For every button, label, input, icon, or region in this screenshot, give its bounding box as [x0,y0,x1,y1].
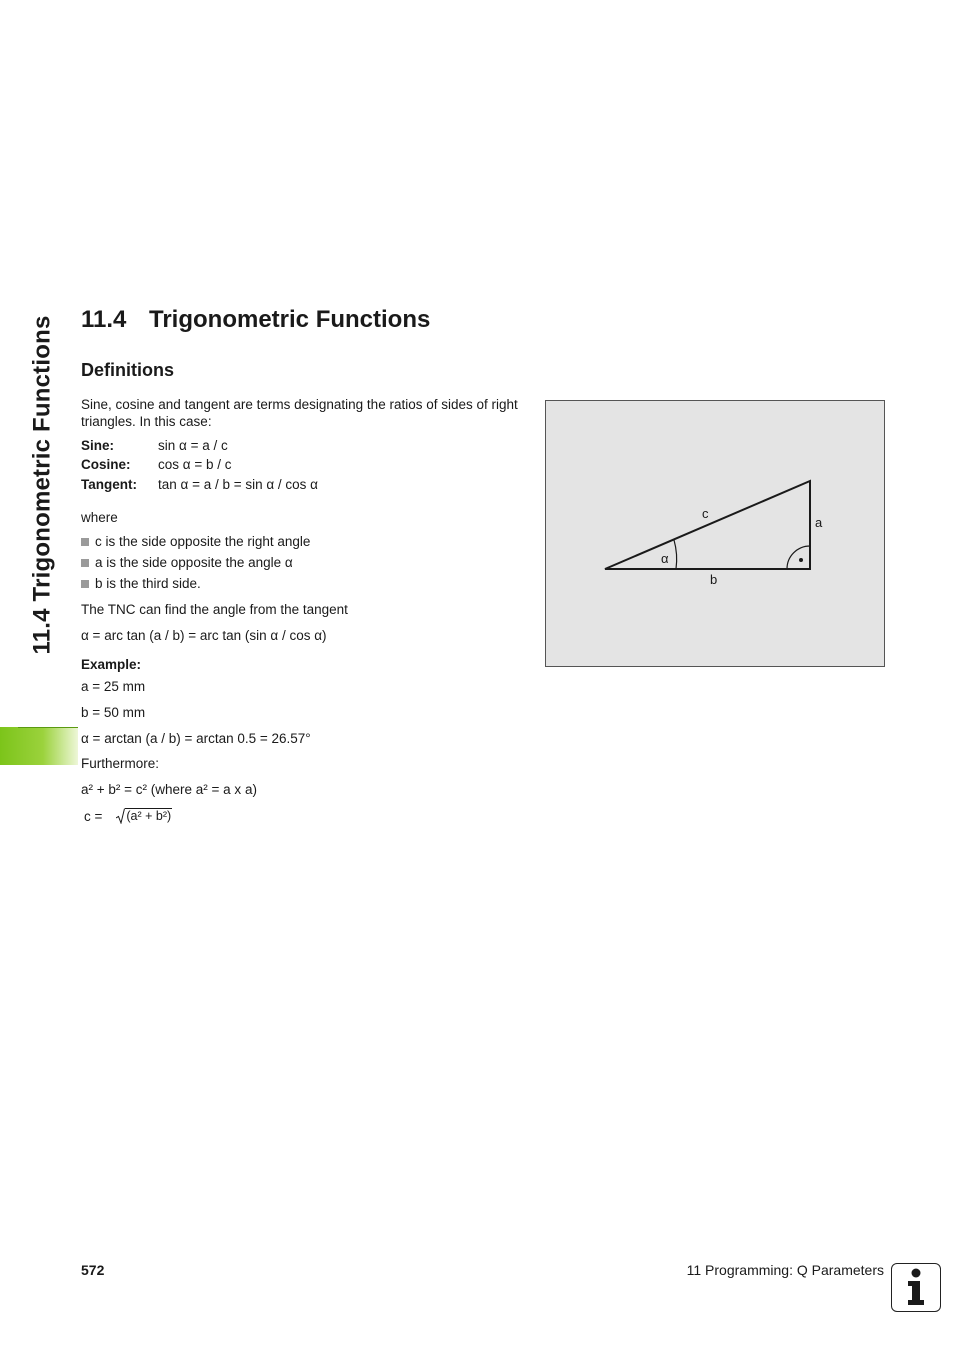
example-label: Example: [81,657,142,672]
triangle-diagram [546,401,886,668]
radical [116,808,172,824]
sqrt-radicand: (a² + b²) [126,809,172,823]
angle-alpha-arc [674,540,677,569]
bullet-square-icon [81,538,89,546]
label-a: a [815,515,823,530]
label-c: c [702,506,709,521]
def-formula-tangent: tan α = a / b = sin α / cos α [158,477,318,492]
sqrt-sign-icon [116,808,125,824]
chapter-tab-marker [0,727,78,765]
subheading-definitions: Definitions [81,360,174,380]
def-label-cosine: Cosine: [81,457,131,472]
side-chapter-title [24,310,60,660]
example-b: b = 50 mm [81,705,146,720]
chapter-tab-line [18,727,78,728]
side-chapter-title-text: 11.4 Trigonometric Functions [28,315,55,655]
right-angle-arc [787,546,810,569]
list-item [81,555,293,570]
label-alpha: α [661,551,669,566]
def-formula-cosine: cos α = b / c [158,457,232,472]
pythagoras-formula: a² + b² = c² (where a² = a x a) [81,782,257,797]
bullet-text: c is the side opposite the right angle [95,534,311,549]
bullet-text: a is the side opposite the angle α [95,555,293,570]
bullet-square-icon [81,580,89,588]
example-alpha: α = arctan (a / b) = arctan 0.5 = 26.57° [81,731,311,746]
bullet-square-icon [81,559,89,567]
page-number: 572 [81,1262,105,1278]
right-triangle [605,481,810,569]
section-title: Trigonometric Functions [149,306,431,333]
example-a: a = 25 mm [81,679,146,694]
def-label-sine: Sine: [81,438,115,453]
tangent-intro-text: The TNC can find the angle from the tangent [81,602,348,617]
sqrt-formula [84,808,172,824]
list-item [81,576,201,591]
where-text: where [81,510,118,525]
intro-paragraph: Sine, cosine and tangent are terms designating the ratios of sides of right triangles. In this case: [81,397,518,429]
info-icon [891,1263,941,1312]
def-formula-sine: sin α = a / c [158,438,228,453]
section-number: 11.4 [81,306,127,333]
chapter-footer: 11 Programming: Q Parameters [686,1262,884,1278]
arc-tangent-formula: α = arc tan (a / b) = arc tan (sin α / cos α) [81,628,327,643]
def-label-tangent: Tangent: [81,477,137,492]
sqrt-lhs: c = [84,808,103,824]
furthermore-text: Furthermore: [81,756,160,771]
bullet-text: b is the third side. [95,576,201,591]
list-item [81,534,310,549]
triangle-figure [545,400,885,667]
section-heading [81,306,430,334]
label-b: b [710,572,718,587]
right-angle-dot [799,558,803,562]
info-glyph [892,1264,939,1310]
